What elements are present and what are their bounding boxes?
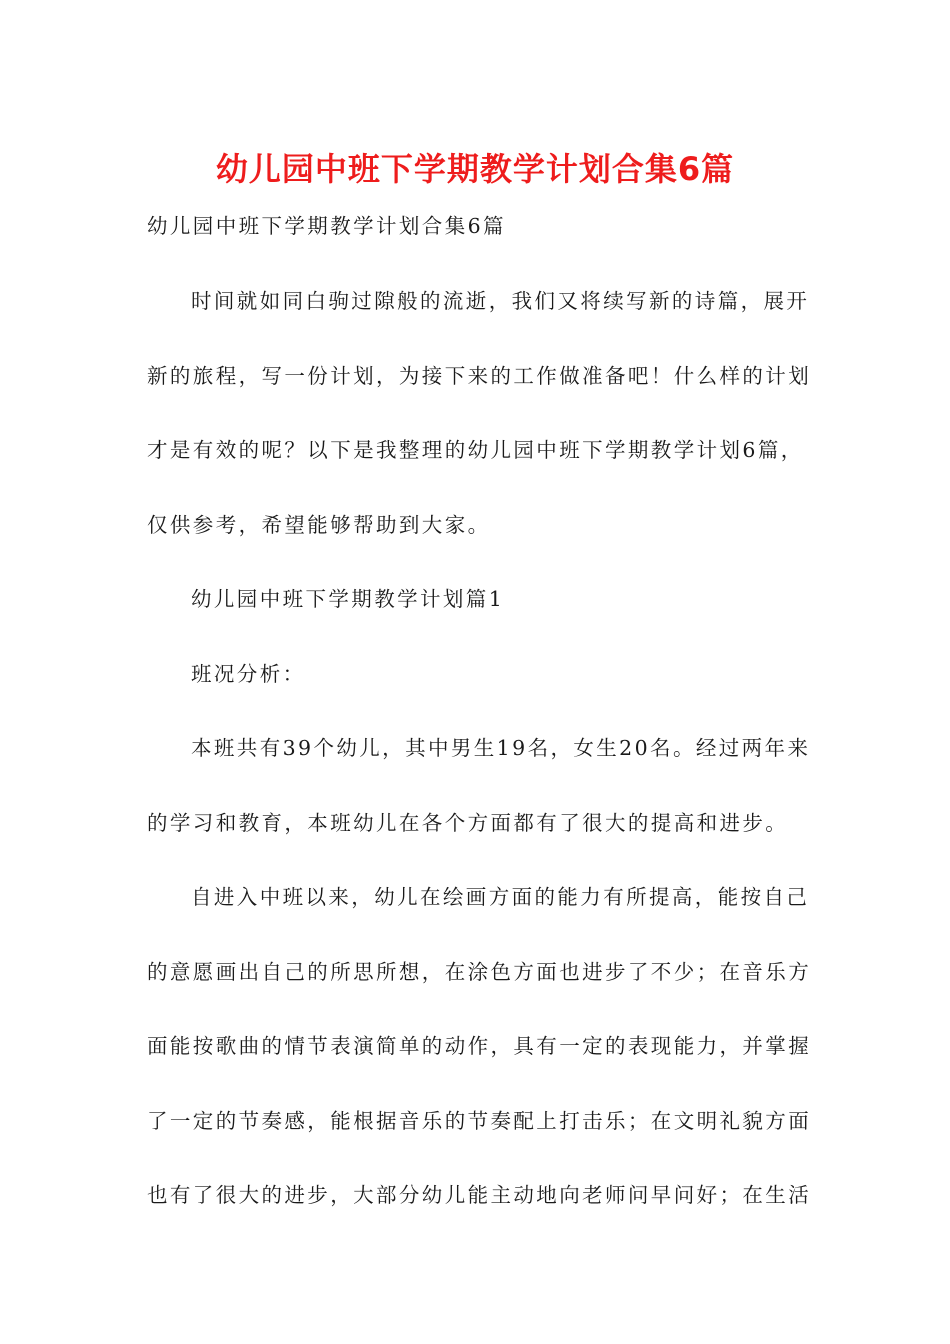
text-line: 的学习和教育，本班幼儿在各个方面都有了很大的提高和进步。: [147, 810, 789, 835]
section-heading: 幼儿园中班下学期教学计划篇1: [191, 587, 505, 611]
text-line: 也有了很大的进步，大部分幼儿能主动地向老师问早问好；在生活: [147, 1183, 812, 1207]
text-line: 新的旅程，写一份计划，为接下来的工作做准备吧！什么样的计划: [147, 363, 812, 388]
section-subheading: 班况分析：: [191, 661, 306, 686]
text-line: 了一定的节奏感，能根据音乐的节奏配上打击乐；在文明礼貌方面: [147, 1108, 812, 1133]
document-body: [147, 208, 812, 1252]
text-line: 仅供参考，希望能够帮助到大家。: [147, 512, 491, 537]
text-line: 时间就如同白驹过隙般的流逝，我们又将续写新的诗篇，展开: [191, 289, 810, 313]
document-title: 幼儿园中班下学期教学计划合集6篇: [215, 150, 735, 188]
document-subtitle: 幼儿园中班下学期教学计划合集6篇: [147, 214, 506, 238]
text-line: 自进入中班以来，幼儿在绘画方面的能力有所提高，能按自己: [191, 885, 810, 909]
text-line: 本班共有39个幼儿，其中男生19名，女生20名。经过两年来: [191, 736, 811, 760]
text-line: 的意愿画出自己的所思所想，在涂色方面也进步了不少；在音乐方: [147, 959, 812, 984]
text-line: 才是有效的呢？以下是我整理的幼儿园中班下学期教学计划6篇，: [147, 438, 804, 462]
text-line: 面能按歌曲的情节表演简单的动作，具有一定的表现能力，并掌握: [147, 1034, 812, 1058]
